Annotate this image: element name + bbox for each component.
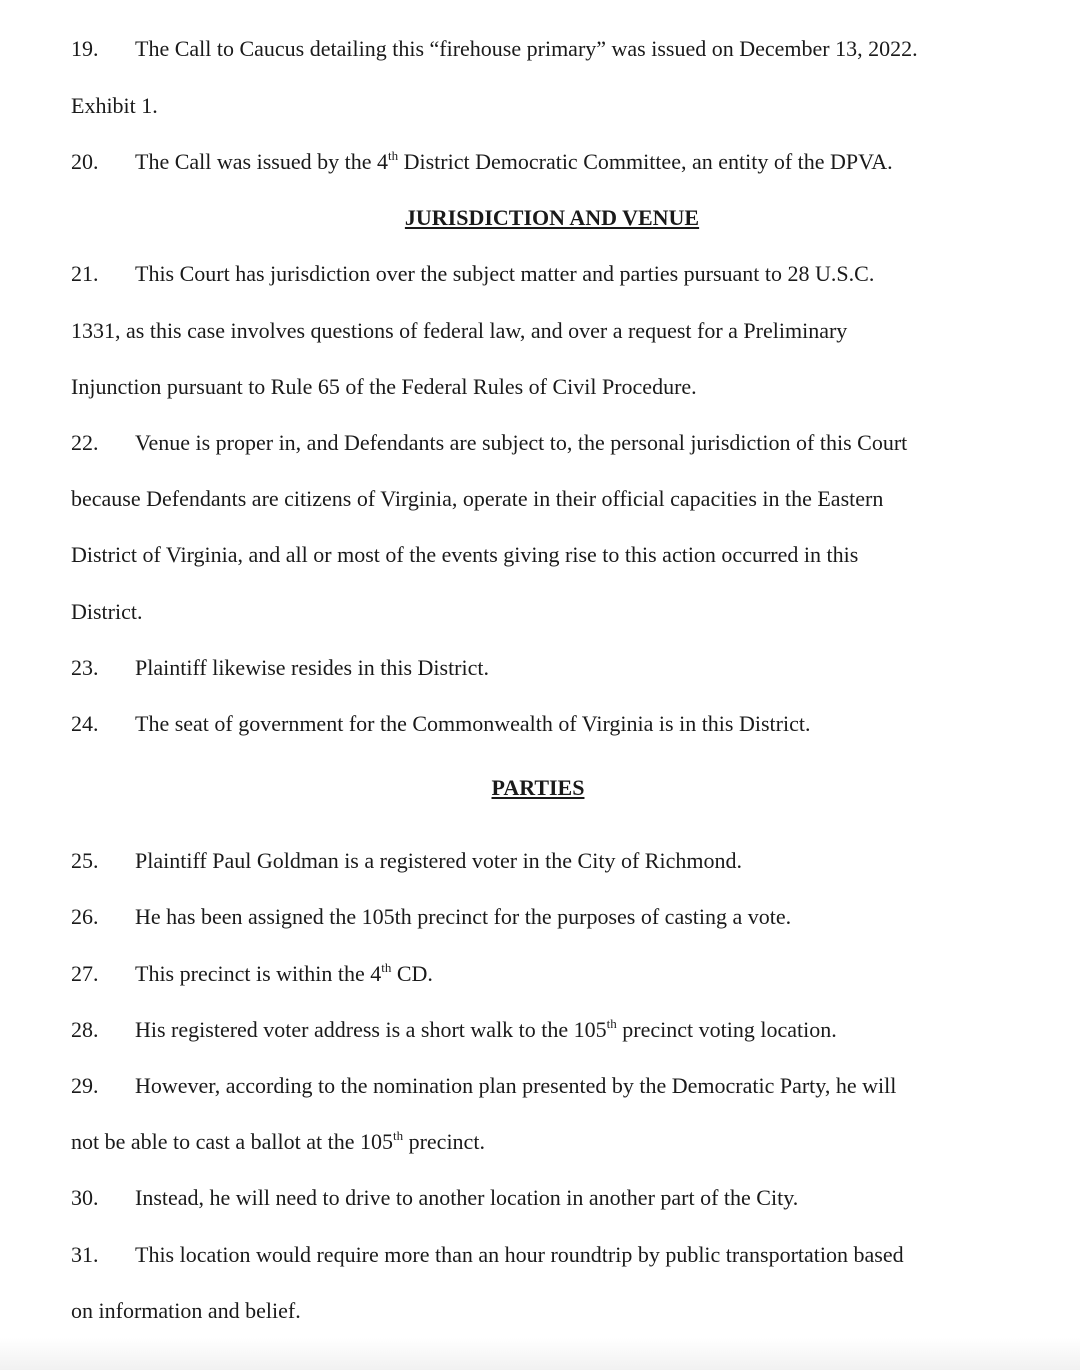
paragraph-number: 20. — [71, 149, 99, 174]
paragraph-text-part: His registered voter address is a short walk to the 105 — [135, 1017, 607, 1042]
paragraph-number: 25. — [71, 848, 99, 873]
paragraph-text: Plaintiff Paul Goldman is a registered voter in the City of Richmond. — [135, 848, 742, 873]
paragraph-text: The seat of government for the Commonwealth of Virginia is in this District. — [135, 711, 811, 736]
paragraph-31-continuation: on information and belief. — [71, 1298, 301, 1323]
paragraph-text: Venue is proper in, and Defendants are subject to, the personal jurisdiction of this Court — [135, 430, 908, 455]
paragraph-text: This Court has jurisdiction over the subject matter and parties pursuant to 28 U.S.C. — [135, 261, 875, 286]
paragraph-text: Instead, he will need to drive to another location in another part of the City. — [135, 1185, 799, 1210]
paragraph-30 — [71, 1185, 798, 1211]
paragraph-text: However, according to the nomination plan presented by the Democratic Party, he will — [135, 1073, 897, 1098]
paragraph-22-continuation: District of Virginia, and all or most of the events giving rise to this action occurred in this — [71, 542, 859, 567]
section-heading-parties: PARTIES — [491, 775, 585, 800]
paragraph-19-continuation: Exhibit 1. — [71, 93, 158, 118]
paragraph-text: Plaintiff likewise resides in this District. — [135, 655, 489, 680]
paragraph-24 — [71, 711, 810, 737]
paragraph-25 — [71, 848, 742, 874]
paragraph-number: 23. — [71, 655, 99, 680]
paragraph-22 — [71, 430, 907, 456]
paragraph-text-part: The Call was issued by the 4 — [135, 149, 388, 174]
paragraph-number: 28. — [71, 1017, 99, 1042]
paragraph-text: The Call to Caucus detailing this “firehouse primary” was issued on December 13, 2022. — [135, 36, 918, 61]
paragraph-22-continuation: because Defendants are citizens of Virginia, operate in their official capacities in the Eastern — [71, 486, 884, 511]
paragraph-number: 22. — [71, 430, 99, 455]
paragraph-text-part: CD. — [391, 961, 433, 986]
paragraph-number: 31. — [71, 1242, 99, 1267]
paragraph-number: 24. — [71, 711, 99, 736]
paragraph-text-part: This precinct is within the 4 — [135, 961, 382, 986]
paragraph-22-continuation: District. — [71, 599, 143, 624]
ordinal-superscript: th — [387, 147, 399, 163]
paragraph-text: He has been assigned the 105th precinct for the purposes of casting a vote. — [135, 904, 792, 929]
paragraph-21 — [71, 261, 874, 287]
paragraph-text-part: District Democratic Committee, an entity of the DPVA. — [398, 149, 893, 174]
paragraph-31 — [71, 1242, 904, 1268]
paragraph-28 — [71, 1017, 837, 1043]
paragraph-number: 21. — [71, 261, 99, 286]
ordinal-superscript: th — [606, 1015, 617, 1031]
paragraph-29-continuation — [71, 1129, 485, 1155]
paragraph-number: 26. — [71, 904, 99, 929]
ordinal-superscript: th — [381, 959, 392, 975]
page-bottom-shade — [0, 1338, 1080, 1370]
paragraph-text: This location would require more than an hour roundtrip by public transportation based — [135, 1242, 904, 1267]
paragraph-27 — [71, 961, 433, 987]
section-heading-jurisdiction: JURISDICTION AND VENUE — [404, 205, 700, 230]
paragraph-number: 30. — [71, 1185, 99, 1210]
paragraph-text-part: precinct. — [403, 1129, 485, 1154]
paragraph-text-part: precinct voting location. — [616, 1017, 837, 1042]
paragraph-number: 27. — [71, 961, 99, 986]
paragraph-text-part: not be able to cast a ballot at the 105 — [71, 1129, 393, 1154]
paragraph-number: 19. — [71, 36, 99, 61]
paragraph-21-continuation: 1331, as this case involves questions of federal law, and over a request for a Preliminary — [71, 318, 848, 343]
paragraph-number: 29. — [71, 1073, 99, 1098]
paragraph-21-continuation: Injunction pursuant to Rule 65 of the Federal Rules of Civil Procedure. — [71, 374, 697, 399]
paragraph-19 — [71, 36, 918, 62]
paragraph-29 — [71, 1073, 896, 1099]
paragraph-26 — [71, 904, 791, 930]
ordinal-superscript: th — [392, 1127, 404, 1143]
paragraph-23 — [71, 655, 489, 681]
paragraph-20 — [71, 149, 893, 175]
